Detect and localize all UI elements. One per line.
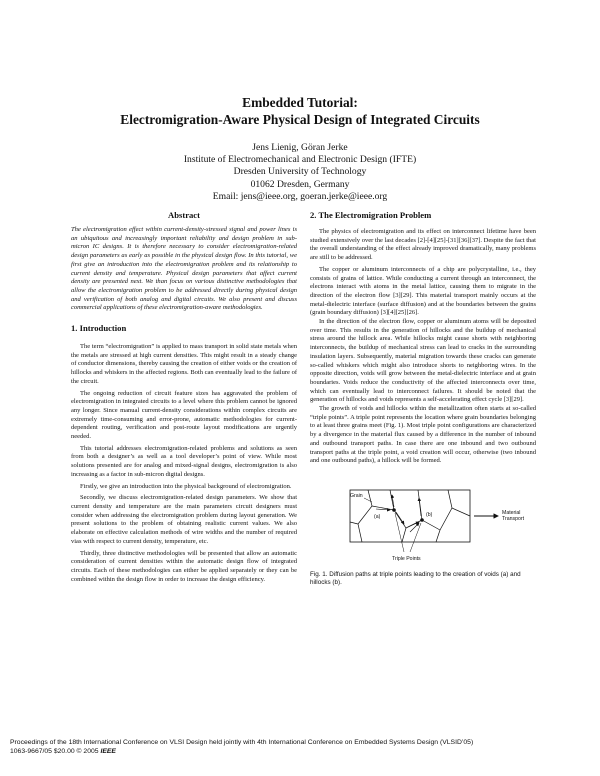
paper-title: [0, 94, 600, 128]
triple-point-a: [392, 508, 396, 512]
page-footer: [10, 738, 595, 756]
footer-copyright: [10, 747, 595, 756]
intro-paragraph-1: The term “electromigration” is applied to mass transport in solid state metals when the metals are stressed at high current densities. This might result in a steady change of conductor dimensions, thereby causing the creation of either voids or the creation of hillocks and whiskers in the affected regions. Both can eventually lead to the failure of the circuit.: [71, 343, 297, 385]
material-transport-label-2: Transport: [502, 515, 525, 522]
grain-boundaries: [350, 490, 470, 542]
right-column: [310, 210, 536, 596]
triple-point-b: [420, 518, 424, 522]
grain-diagram: [310, 472, 536, 568]
triple-pointer-b: [410, 523, 421, 552]
em-problem-heading: 2. The Electromigration Problem: [310, 210, 432, 220]
footer-copyright-text: 1063-9667/05 $20.00 © 2005: [10, 748, 101, 755]
title-line-2: Electromigration-Aware Physical Design of Integrated Circuits: [120, 112, 480, 127]
email: Email: jens@ieee.org, goeran.jerke@ieee.org: [212, 190, 388, 202]
material-transport-label-1: Material: [502, 509, 521, 516]
figure-1-caption: Fig. 1. Diffusion paths at triple points leading to the creation of voids (a) and hillocks (b).: [310, 570, 521, 586]
intro-paragraph-6: Thirdly, three distinctive methodologies will be presented that allow an automatic consideration of current densities within the automatic design flow of integrated circuits. Each of these methodologies can either be applied separately or they can be combined within the design flow in order to increase the design efficiency.: [71, 549, 297, 583]
em-paragraph-2: The copper or aluminum interconnects of a chip are polycrystalline, i.e., they consists of grains of lattice. While conducting a current through an interconnect, the electrons interact with atoms in the metal lattice, causing them to migrate in the direction of the electron flow [3][29]. This material transport mainly occurs at the metal-dielectric interface (surface diffusion) and at the boundaries between the grains (grain boundary diffusion) [3][4][25][26].: [310, 265, 536, 317]
intro-paragraph-3: This tutorial addresses electromigration-related problems and solutions as seen from both a designer’s as well as a tool developer’s point of view. While most solutions presented are for analog and mixed-signal designs, electromigration is also increasing as a factor in sub-micron digital designs.: [71, 444, 297, 478]
intro-paragraph-4: Firstly, we give an introduction into the physical background of electromigration.: [80, 482, 292, 490]
university: Dresden University of Technology: [233, 166, 367, 178]
abstract-text: The electromigration effect within current-density-stressed signal and power lines is an ubiquitous and increasingly important reliability and design problem in sub-micron IC designs. It is therefore necessary to consider electromigration-related design parameters as early as possible in the physical design flow. In this tutorial, we first give an introduction into the electromigration problem and its relationship to current density and temperature. Physical design parameters that affect current density are presented next. We than focus on various distinctive methodologies that allow the electromigration problem to be addressed directly during physical design and verification of both analog and digital circuits. We also present and discuss commercial applications of these electromigration-aware methodologies.: [71, 226, 297, 312]
ieee-logo-text: IEEE: [100, 748, 116, 755]
label-b: (b): [426, 511, 433, 518]
intro-paragraph-5: Secondly, we discuss electromigration-related design parameters. We show that current density and temperature are the main parameters circuit designers must consider when addressing the electromigration problem during layout generation. We present solutions to the problem of obtaining realistic current values. We also elaborate on effective calculation methods of wire widths and the number of required vias with respect to current density, temperature, etc.: [71, 494, 297, 545]
author-block: [0, 142, 600, 203]
figure-1: [310, 472, 536, 596]
intro-heading: 1. Introduction: [71, 323, 127, 334]
grain-label: Grain: [350, 492, 363, 499]
author-names: Jens Lienig, Göran Jerke: [252, 142, 348, 153]
metal-line-outline: [350, 490, 470, 542]
city: 01062 Dresden, Germany: [250, 178, 350, 190]
footer-proceedings: Proceedings of the 18th International Conference on VLSI Design held jointly with 4th International Conference on Embedded Systems Design (VLSID’05): [10, 739, 474, 746]
label-a: (a): [374, 513, 381, 520]
diffusion-arrows: [376, 495, 421, 532]
left-column: [71, 210, 297, 584]
em-paragraph-4: The growth of voids and hillocks within the metallization often starts at so-called “triple points”. A triple point represents the location where grain boundaries belonging to at least three grains meet (Fig. 1). Most triple point configurations are characterized by a divergence in the material flux caused by a difference in the number of inbound and outbound transport paths. In case there are one inbound and two outbound transport paths at the triple point, a void creation will occur, otherwise (two inbound and one outbound paths), a hillock will be formed.: [310, 405, 536, 465]
intro-paragraph-2: The ongoing reduction of circuit feature sizes has aggravated the problem of electromigration in integrated circuits to a level where this problem cannot be ignored any longer. Since manual current-density considerations within complex circuits are extremely time-consuming and error-prone, automatic methodologies for current-dependent routing, verification and post-route layout modifications are urgently needed.: [71, 389, 297, 441]
em-paragraph-1: The physics of electromigration and its effect on interconnect lifetime have been studied extensively over the last decades [2]-[4][25]-[31][36][37]. Despite the fact that the overall understanding of the effect already improved dramatically, many problems are still to be addressed.: [310, 228, 536, 262]
em-paragraph-3: In the direction of the electron flow, copper or aluminum atoms will be deposited over time. This results in the generation of hillocks and the buildup of mechanical stress around the hillock area. While hillocks might cause shorts with neighboring interconnects, the buildup of mechanical stress can lead to cracks in the surrounding insulation layers. Subsequently, material migration towards these cracks can generate so-called whiskers which might also introduce shorts to neighboring wires. In the opposite direction, voids will grow between the metal-dielectric interface and at grain boundaries. Voids reduce the conductivity of the affected interconnects over time, which can eventually lead to interconnect failures. It should be noted that the generation of hillocks and voids represents a self-accelerating effect cycle [3][29].: [310, 318, 536, 404]
abstract-heading: Abstract: [168, 210, 200, 220]
title-line-1: Embedded Tutorial:: [242, 95, 358, 110]
triple-points-label: Triple Points: [392, 555, 421, 562]
affiliation: Institute of Electromechanical and Electronic Design (IFTE): [183, 154, 417, 166]
